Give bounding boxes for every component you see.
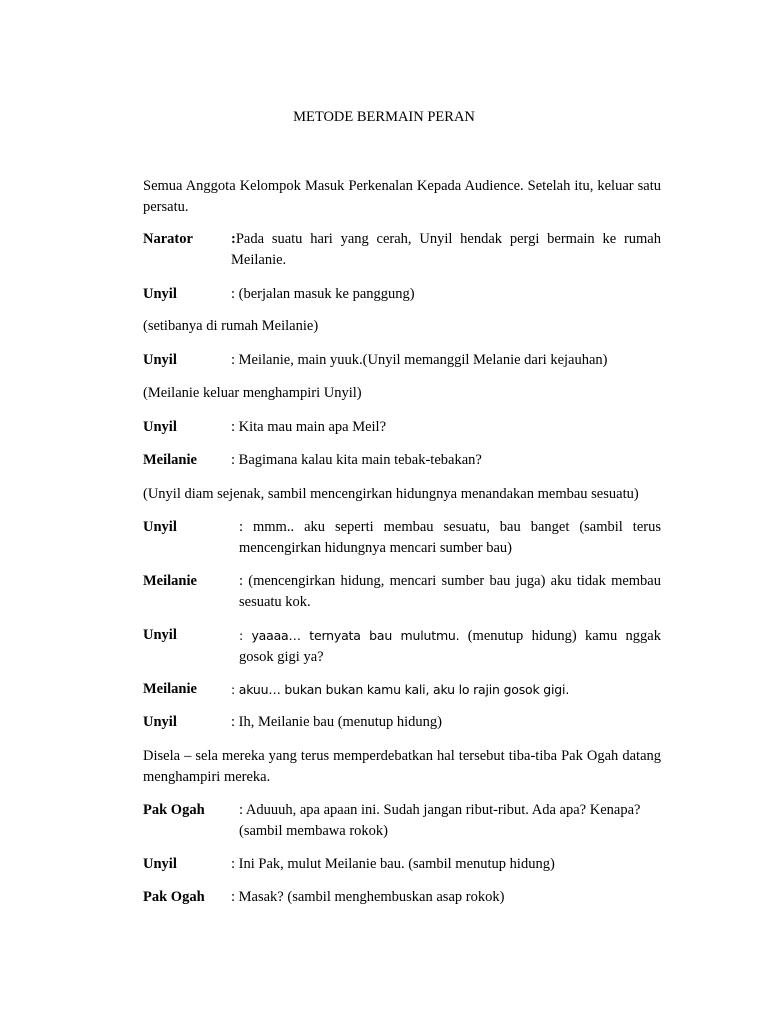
dialogue-entry bbox=[143, 571, 661, 613]
dialogue-text: : (berjalan masuk ke panggung) bbox=[231, 286, 415, 302]
dialogue-entry bbox=[143, 450, 661, 471]
colon: : bbox=[231, 231, 236, 247]
dialogue-entry bbox=[143, 712, 661, 733]
dialogue-text: : mmm.. aku seperti membau sesuatu, bau banget (sambil terus mencengirkan hidungnya mencari sumber bau) bbox=[239, 519, 661, 556]
dialogue-text: : Aduuuh, apa apaan ini. Sudah jangan ribut-ribut. Ada apa? Kenapa? (sambil membawa rokok) bbox=[239, 802, 641, 839]
dialogue-entry bbox=[143, 350, 661, 371]
dialogue-text: : yaaaa… ternyata bau mulutmu. (menutup hidung) kamu nggak gosok gigi ya? bbox=[239, 628, 661, 665]
speaker-name: Pak Ogah bbox=[143, 889, 205, 905]
dialogue-entry bbox=[143, 284, 661, 305]
speaker-name: Meilanie bbox=[143, 452, 197, 468]
dialogue-text: : akuu… bukan bukan kamu kali, aku lo rajin gosok gigi. bbox=[231, 682, 570, 697]
intro-paragraph: Semua Anggota Kelompok Masuk Perkenalan Kepada Audience. Setelah itu, keluar satu persatu. bbox=[143, 178, 661, 215]
speaker-name: Narator bbox=[143, 231, 193, 247]
speaker-name: Meilanie bbox=[143, 573, 197, 589]
speaker-name: Unyil bbox=[143, 286, 177, 302]
speaker-name: Unyil bbox=[143, 714, 177, 730]
dialogue-entry bbox=[143, 679, 661, 700]
document-title: METODE BERMAIN PERAN bbox=[293, 109, 475, 125]
dialogue-text: :Pada suatu hari yang cerah, Unyil hendak pergi bermain ke rumah Meilanie. bbox=[231, 231, 661, 268]
dialogue-text: : (mencengirkan hidung, mencari sumber bau juga) aku tidak membau sesuatu kok. bbox=[239, 573, 661, 610]
dialogue-text: : Masak? (sambil menghembuskan asap rokok) bbox=[231, 889, 505, 905]
dialogue-entry bbox=[143, 887, 661, 908]
dialogue-entry bbox=[143, 517, 661, 559]
dialogue-entry bbox=[143, 229, 661, 271]
speaker-name: Unyil bbox=[143, 352, 177, 368]
stage-direction: (Unyil diam sejenak, sambil mencengirkan hidungnya menandakan membau sesuatu) bbox=[143, 486, 639, 502]
speaker-name: Unyil bbox=[143, 856, 177, 872]
speaker-name: Meilanie bbox=[143, 681, 197, 697]
dialogue-entry bbox=[143, 854, 661, 875]
dialogue-text: : Bagimana kalau kita main tebak-tebakan? bbox=[231, 452, 482, 468]
speaker-name: Pak Ogah bbox=[143, 802, 205, 818]
dialogue-entry bbox=[143, 417, 661, 438]
dialogue-entry bbox=[143, 625, 661, 667]
dialogue-text: : Ini Pak, mulut Meilanie bau. (sambil menutup hidung) bbox=[231, 856, 555, 872]
speaker-name: Unyil bbox=[143, 419, 177, 435]
speaker-name: Unyil bbox=[143, 519, 177, 535]
stage-direction: (Meilanie keluar menghampiri Unyil) bbox=[143, 385, 362, 401]
stage-direction: (setibanya di rumah Meilanie) bbox=[143, 318, 319, 334]
dialogue-text: : Meilanie, main yuuk.(Unyil memanggil Melanie dari kejauhan) bbox=[231, 352, 608, 368]
dialogue-entry bbox=[143, 800, 661, 842]
dialogue-text: : Kita mau main apa Meil? bbox=[231, 419, 387, 435]
speaker-name: Unyil bbox=[143, 627, 177, 643]
stage-direction: Disela – sela mereka yang terus memperdebatkan hal tersebut tiba-tiba Pak Ogah datang menghampiri mereka. bbox=[143, 748, 661, 785]
dialogue-text: : Ih, Meilanie bau (menutup hidung) bbox=[231, 714, 443, 730]
